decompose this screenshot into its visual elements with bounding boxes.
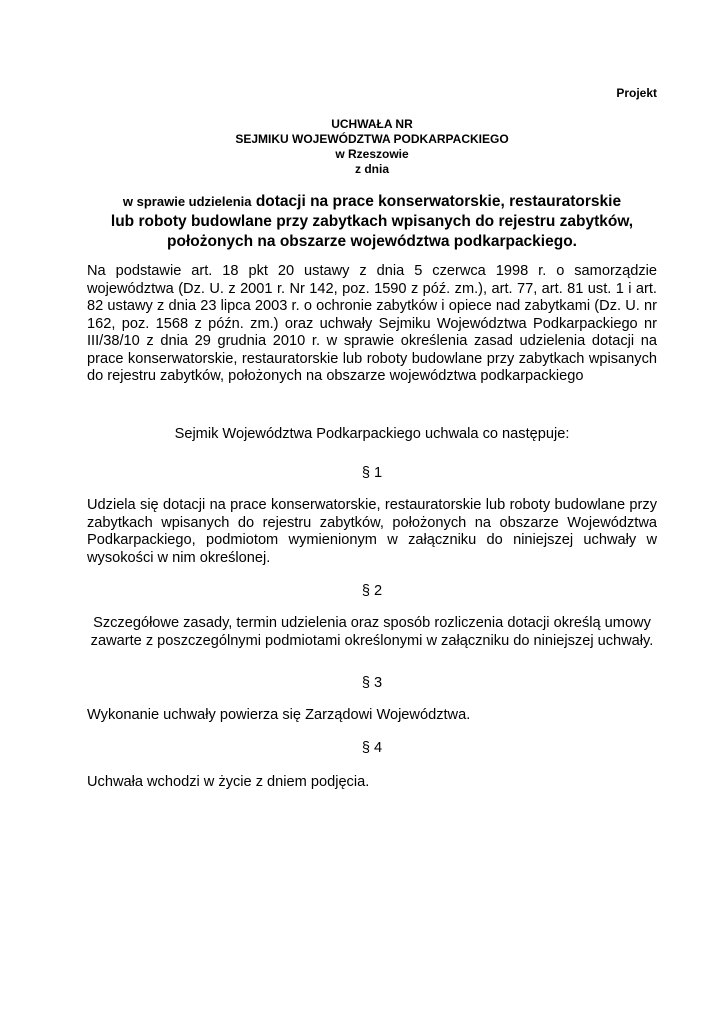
section-3-text: Wykonanie uchwały powierza się Zarządowi Województwa. <box>87 707 471 723</box>
subject-line-1 <box>87 192 657 212</box>
project-label: Projekt <box>616 86 657 100</box>
resolution-header <box>87 117 657 177</box>
section-2-text-line-2: zawarte z poszczególnymi podmiotami określonymi w załączniku do niniejszej uchwały. <box>90 632 654 649</box>
header-body: SEJMIKU WOJEWÓDZTWA PODKARPACKIEGO <box>235 132 509 146</box>
header-date: z dnia <box>354 162 389 176</box>
section-2-text <box>87 615 657 650</box>
section-1-text: Udziela się dotacji na prace konserwatorskie, restauratorskie lub roboty budowlane przy zabytkach wpisanych do rejestru zabytków, położonych na obszarze Województwa Podkarpackiego, podmiotom wymienionym w załączniku do niniejszej uchwały w wysokości w nim określonej. <box>87 497 657 566</box>
header-place: w Rzeszowie <box>335 147 409 161</box>
resolution-subject <box>87 192 657 252</box>
subject-line-2: lub roboty budowlane przy zabytkach wpisanych do rejestru zabytków, <box>110 213 634 230</box>
section-4-mark: § 4 <box>361 740 383 756</box>
section-1-mark: § 1 <box>361 465 383 481</box>
preamble-paragraph: Na podstawie art. 18 pkt 20 ustawy z dnia 5 czerwca 1998 r. o samorządzie województwa (Dz. U. z 2001 r. Nr 142, poz. 1590 z póź. zm.), art. 77, art. 81 ust. 1 i art. 82 ustawy z dnia 23 lipca 2003 r. o ochronie zabytków i opiece nad zabytkami (Dz. U. nr 162, poz. 1568 z późn. zm.) oraz uchwały Sejmiku Województwa Podkarpackiego nr III/38/10 z dnia 29 grudnia 2010 r. w sprawie określenia zasad udzielenia dotacji na prace konserwatorskie, restauratorskie lub roboty budowlane przy zabytkach wpisanych do rejestru zabytków, położonych na obszarze województwa podkarpackiego <box>87 263 657 384</box>
resolves-statement: Sejmik Województwa Podkarpackiego uchwala co następuje: <box>174 426 570 442</box>
subject-prefix: w sprawie udzielenia <box>122 194 252 209</box>
section-2-mark: § 2 <box>361 583 383 599</box>
header-title: UCHWAŁA NR <box>331 117 413 131</box>
section-3-mark: § 3 <box>361 675 383 691</box>
subject-line-3: położonych na obszarze województwa podkarpackiego. <box>167 233 577 250</box>
section-2-text-line-1: Szczegółowe zasady, termin udzielenia oraz sposób rozliczenia dotacji określą umowy <box>93 615 651 631</box>
section-4-text: Uchwała wchodzi w życie z dniem podjęcia. <box>87 774 370 790</box>
subject-line-1-rest: dotacji na prace konserwatorskie, restauratorskie <box>251 193 622 210</box>
